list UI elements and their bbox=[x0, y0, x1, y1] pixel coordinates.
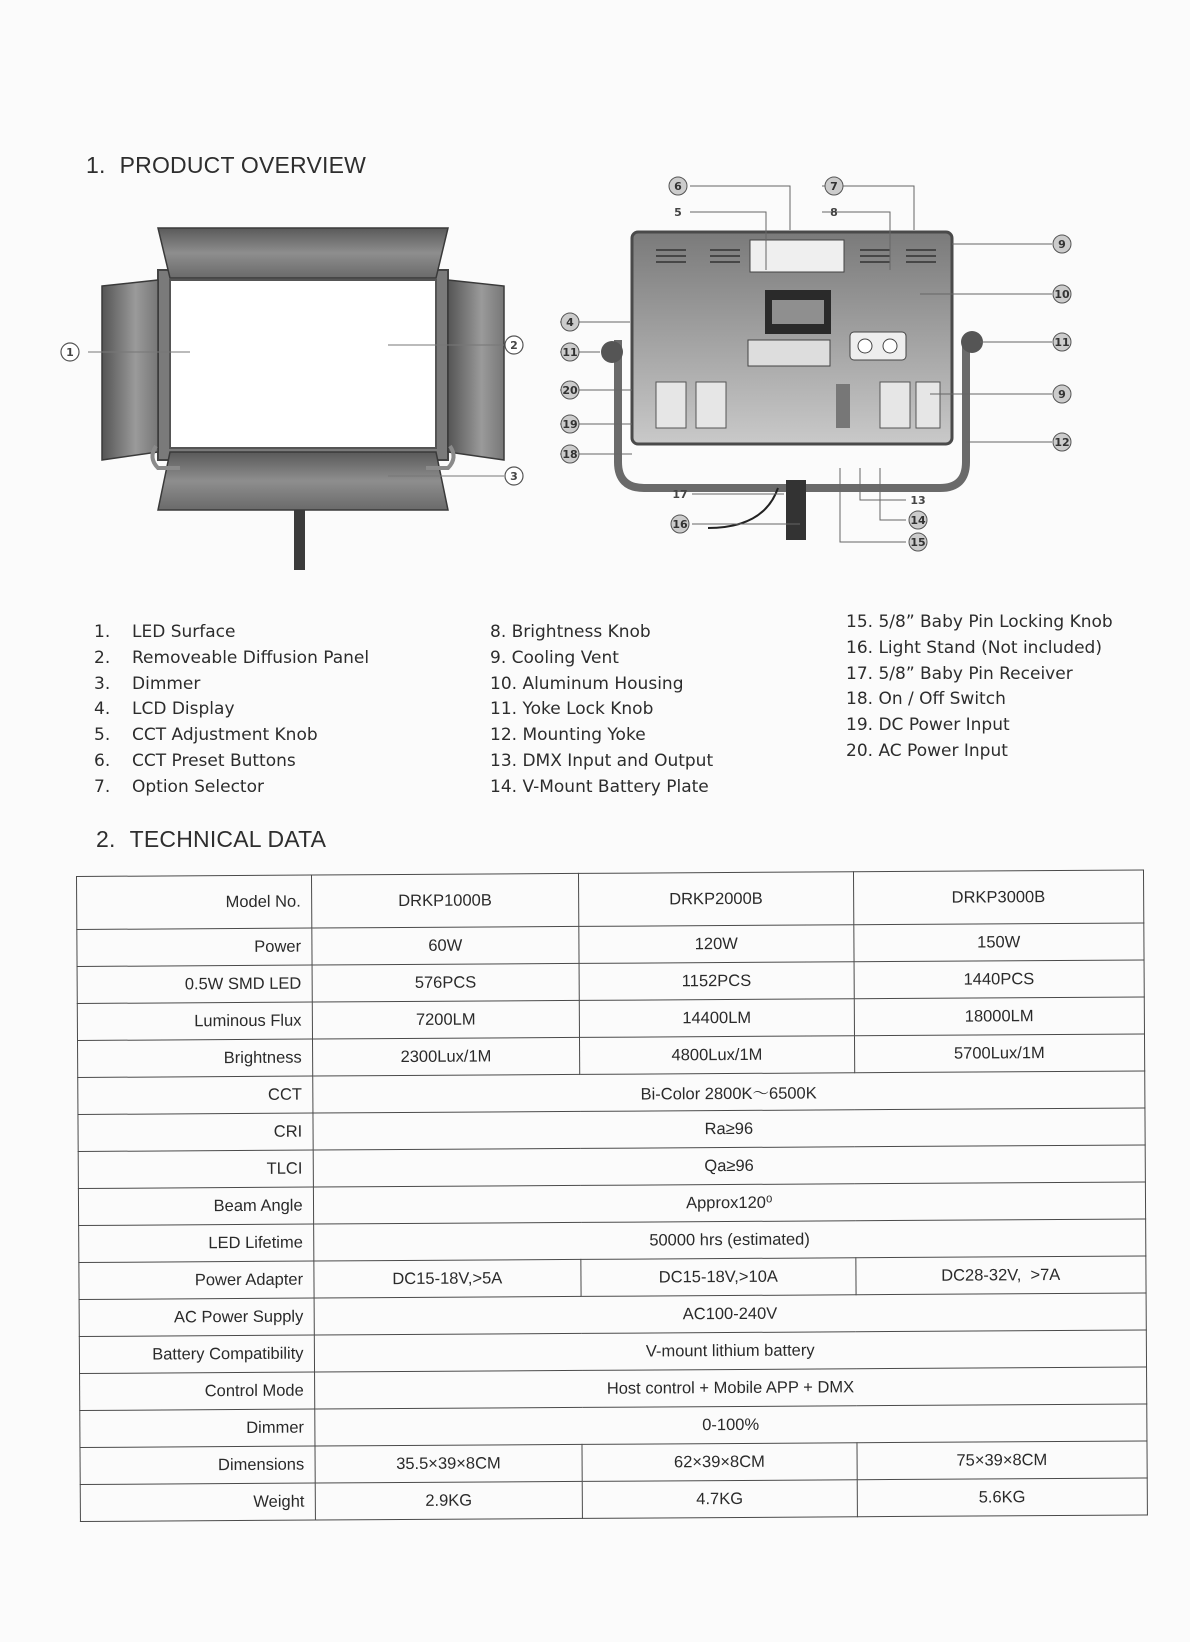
part-item bbox=[490, 697, 713, 723]
part-item bbox=[490, 646, 713, 672]
callout-11-right bbox=[1053, 333, 1071, 351]
value-cell: 2.9KG bbox=[315, 1481, 583, 1520]
callout-3 bbox=[505, 467, 523, 485]
callout-number: 7 bbox=[830, 180, 838, 193]
callout-number: 3 bbox=[510, 470, 518, 483]
part-number: 6. bbox=[94, 750, 111, 771]
value-cell: 62×39×8CM bbox=[582, 1443, 857, 1482]
callout-15 bbox=[909, 533, 927, 551]
part-item bbox=[846, 636, 1113, 662]
part-item bbox=[94, 749, 369, 775]
callout-20 bbox=[561, 381, 579, 399]
part-item bbox=[846, 713, 1113, 739]
row-label: TLCI bbox=[78, 1150, 313, 1188]
callout-number: 19 bbox=[562, 418, 578, 431]
value-cell: 120W bbox=[579, 925, 854, 964]
part-label: Option Selector bbox=[132, 776, 264, 797]
part-label: On / Off Switch bbox=[878, 689, 1006, 710]
parts-list-column-1 bbox=[94, 620, 369, 801]
part-number: 8. bbox=[490, 622, 507, 642]
part-item bbox=[490, 775, 713, 801]
callout-number: 11 bbox=[562, 346, 578, 359]
row-label: Beam Angle bbox=[78, 1187, 313, 1225]
part-label: Light Stand (Not included) bbox=[878, 637, 1102, 658]
callout-number: 8 bbox=[830, 206, 838, 219]
part-item bbox=[490, 723, 713, 749]
value-cell: Qa≥96 bbox=[313, 1145, 1146, 1187]
part-label: Mounting Yoke bbox=[522, 725, 646, 746]
row-label: Power bbox=[77, 928, 312, 966]
part-number: 13. bbox=[490, 750, 518, 771]
callout-4 bbox=[561, 313, 579, 331]
value-cell: 1152PCS bbox=[579, 962, 854, 1001]
part-number: 17. bbox=[846, 663, 874, 684]
value-cell: 14400LM bbox=[579, 999, 854, 1038]
value-cell: 75×39×8CM bbox=[857, 1441, 1148, 1480]
part-label: AC Power Input bbox=[878, 740, 1008, 761]
row-label: Luminous Flux bbox=[77, 1002, 312, 1040]
model-name-cell: DRKP1000B bbox=[311, 873, 579, 928]
part-number: 18. bbox=[846, 689, 874, 710]
part-item bbox=[94, 672, 369, 698]
table-row bbox=[80, 1478, 1147, 1522]
technical-data-table bbox=[76, 869, 1148, 1522]
part-number: 5. bbox=[94, 725, 111, 746]
value-cell: 4800Lux/1M bbox=[580, 1036, 855, 1075]
callout-number: 12 bbox=[1054, 436, 1070, 449]
part-label: Cooling Vent bbox=[511, 647, 619, 668]
callout-number: 5 bbox=[674, 206, 682, 219]
part-number: 3. bbox=[94, 673, 111, 694]
section-heading: TECHNICAL DATA bbox=[129, 826, 327, 852]
value-cell: 1440PCS bbox=[854, 960, 1145, 999]
callout-number: 6 bbox=[674, 180, 682, 193]
part-item bbox=[490, 620, 713, 646]
callout-number: 14 bbox=[910, 514, 926, 527]
part-item bbox=[846, 662, 1113, 688]
part-number: 2. bbox=[94, 647, 111, 668]
model-name-cell: DRKP2000B bbox=[579, 872, 854, 927]
value-cell: 5700Lux/1M bbox=[854, 1034, 1145, 1073]
callout-11-left bbox=[561, 343, 579, 361]
value-cell: Approx120⁰ bbox=[313, 1182, 1146, 1224]
value-cell: AC100-240V bbox=[314, 1293, 1147, 1335]
part-number: 12. bbox=[490, 725, 518, 746]
value-cell: Host control + Mobile APP + DMX bbox=[314, 1367, 1147, 1409]
part-item bbox=[846, 739, 1113, 765]
part-label: Yoke Lock Knob bbox=[522, 699, 654, 720]
value-cell: DC28-32V, >7A bbox=[855, 1256, 1146, 1295]
callout-number: 4 bbox=[566, 316, 574, 329]
part-item bbox=[94, 620, 369, 646]
value-cell: 35.5×39×8CM bbox=[315, 1444, 583, 1483]
part-number: 20. bbox=[846, 740, 874, 761]
callout-9-top bbox=[1053, 235, 1071, 253]
callout-number: 13 bbox=[910, 494, 926, 507]
value-cell: 60W bbox=[311, 926, 579, 965]
value-cell: 18000LM bbox=[854, 997, 1145, 1036]
section-number: 2. bbox=[96, 826, 116, 852]
part-item bbox=[94, 697, 369, 723]
part-label: Aluminum Housing bbox=[522, 673, 684, 694]
value-cell: 576PCS bbox=[312, 963, 580, 1002]
row-label: Control Mode bbox=[80, 1372, 315, 1410]
callout-number: 20 bbox=[562, 384, 578, 397]
callout-number: 15 bbox=[910, 536, 926, 549]
part-label: Dimmer bbox=[132, 673, 201, 694]
parts-list-column-2 bbox=[490, 620, 713, 801]
value-cell: Bi-Color 2800K～6500K bbox=[312, 1071, 1145, 1113]
model-name-cell: DRKP3000B bbox=[853, 870, 1144, 925]
part-label: LED Surface bbox=[132, 622, 236, 642]
value-cell: DC15-18V,>5A bbox=[313, 1259, 581, 1298]
row-label: LED Lifetime bbox=[79, 1224, 314, 1262]
callout-number: 17 bbox=[672, 488, 688, 501]
callout-7 bbox=[825, 177, 843, 195]
part-label: DC Power Input bbox=[878, 715, 1010, 736]
part-label: Removeable Diffusion Panel bbox=[132, 647, 370, 668]
callout-6 bbox=[669, 177, 687, 195]
callout-1 bbox=[61, 343, 79, 361]
section-title-technical-data bbox=[96, 826, 326, 853]
value-cell: 50000 hrs (estimated) bbox=[313, 1219, 1146, 1261]
back-view-illustration bbox=[560, 170, 1120, 590]
callout-number: 1 bbox=[66, 346, 74, 359]
part-label: V-Mount Battery Plate bbox=[522, 776, 709, 797]
callout-8 bbox=[830, 206, 838, 219]
callout-number: 11 bbox=[1054, 336, 1070, 349]
part-number: 14. bbox=[490, 776, 518, 797]
row-label: Model No. bbox=[77, 875, 312, 929]
part-item bbox=[846, 687, 1113, 713]
part-item bbox=[490, 749, 713, 775]
parts-list-column-3 bbox=[846, 610, 1113, 765]
row-label: Weight bbox=[80, 1483, 315, 1521]
callout-number: 9 bbox=[1058, 388, 1066, 401]
callout-16 bbox=[671, 515, 689, 533]
callout-number: 16 bbox=[672, 518, 688, 531]
callout-2 bbox=[505, 336, 523, 354]
value-cell: V-mount lithium battery bbox=[314, 1330, 1147, 1372]
part-label: 5/8” Baby Pin Receiver bbox=[878, 663, 1073, 684]
table-header-row bbox=[77, 870, 1144, 930]
part-number: 9. bbox=[490, 647, 507, 668]
part-number: 19. bbox=[846, 715, 874, 736]
callout-number: 2 bbox=[510, 339, 518, 352]
part-number: 11. bbox=[490, 699, 518, 720]
callout-number: 10 bbox=[1054, 288, 1070, 301]
callout-12 bbox=[1053, 433, 1071, 451]
callout-5 bbox=[674, 206, 682, 219]
part-number: 1. bbox=[94, 622, 111, 642]
callout-18 bbox=[561, 445, 579, 463]
part-number: 10. bbox=[490, 673, 518, 694]
part-number: 15. bbox=[846, 612, 874, 632]
row-label: Brightness bbox=[78, 1039, 313, 1077]
part-label: CCT Adjustment Knob bbox=[132, 725, 318, 746]
row-label: Dimmer bbox=[80, 1409, 315, 1447]
value-cell: 5.6KG bbox=[857, 1478, 1148, 1517]
part-number: 16. bbox=[846, 637, 874, 658]
part-number: 7. bbox=[94, 776, 111, 797]
part-item bbox=[846, 610, 1113, 636]
value-cell: Ra≥96 bbox=[313, 1108, 1146, 1150]
callout-13 bbox=[910, 494, 925, 507]
row-label: CCT bbox=[78, 1076, 313, 1114]
value-cell: 0-100% bbox=[314, 1404, 1147, 1446]
row-label: 0.5W SMD LED bbox=[77, 965, 312, 1003]
callout-19 bbox=[561, 415, 579, 433]
section-number: 1. bbox=[86, 152, 106, 178]
part-item bbox=[94, 646, 369, 672]
part-label: DMX Input and Output bbox=[522, 750, 714, 771]
part-item bbox=[490, 672, 713, 698]
value-cell: 2300Lux/1M bbox=[312, 1037, 580, 1076]
row-label: Power Adapter bbox=[79, 1261, 314, 1299]
callout-number: 18 bbox=[562, 448, 578, 461]
part-item bbox=[94, 775, 369, 801]
value-cell: 4.7KG bbox=[582, 1480, 857, 1519]
part-label: Brightness Knob bbox=[511, 622, 651, 642]
part-label: 5/8” Baby Pin Locking Knob bbox=[878, 612, 1113, 632]
value-cell: 7200LM bbox=[312, 1000, 580, 1039]
section-title-product-overview bbox=[86, 152, 366, 179]
front-view-illustration bbox=[58, 220, 548, 570]
part-number: 4. bbox=[94, 699, 111, 720]
callout-10 bbox=[1053, 285, 1071, 303]
row-label: Battery Compatibility bbox=[79, 1335, 314, 1373]
value-cell: DC15-18V,>10A bbox=[581, 1258, 856, 1297]
row-label: Dimensions bbox=[80, 1446, 315, 1484]
part-label: LCD Display bbox=[132, 699, 235, 720]
part-label: CCT Preset Buttons bbox=[132, 750, 296, 771]
callout-9-bottom bbox=[1053, 385, 1071, 403]
row-label: AC Power Supply bbox=[79, 1298, 314, 1336]
row-label: CRI bbox=[78, 1113, 313, 1151]
part-item bbox=[94, 723, 369, 749]
value-cell: 150W bbox=[853, 923, 1144, 962]
callout-number: 9 bbox=[1058, 238, 1066, 251]
callout-17 bbox=[672, 488, 687, 501]
callout-14 bbox=[909, 511, 927, 529]
section-heading: PRODUCT OVERVIEW bbox=[119, 152, 367, 178]
